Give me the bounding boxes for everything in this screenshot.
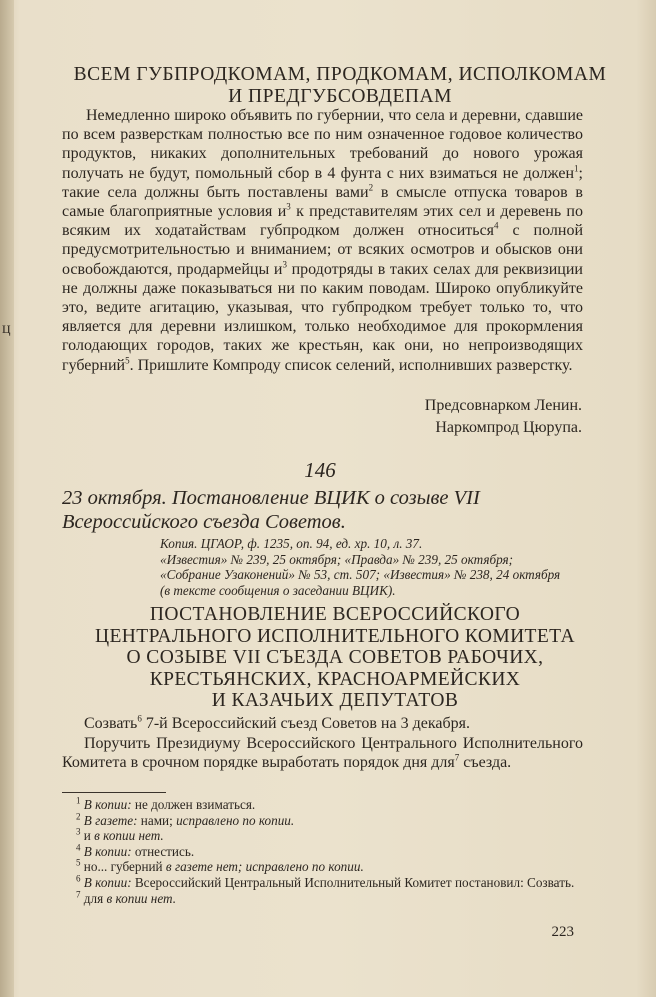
resolution-body	[62, 714, 583, 773]
footnote	[62, 828, 583, 844]
source-line: (в тексте сообщения о заседании ВЦИК).	[160, 582, 396, 598]
footnote	[62, 813, 583, 829]
source-line: «Известия» № 239, 25 октября; «Правда» № 239, 25 октября;	[160, 551, 514, 567]
footnote-text: нами;	[137, 812, 177, 828]
source-line: Копия. ЦГАОР, ф. 1235, оп. 94, ед. хр. 10, л. 37.	[160, 536, 423, 551]
footnote-italic: в копии нет.	[94, 828, 164, 844]
document-number: 146	[304, 458, 336, 482]
resolution-paragraph	[62, 714, 583, 734]
footnote	[62, 875, 583, 891]
footnote	[62, 891, 583, 907]
footnote-ref: 5	[125, 355, 130, 366]
page-number: 223	[551, 924, 574, 940]
text-run: . Пришлите Компроду список селений, исполнивших разверстку.	[129, 356, 573, 374]
text-run: к представителям этих сел и деревень по всяким их ходатайствам губпродком должен относиться	[62, 203, 583, 240]
heading-line: ПОСТАНОВЛЕНИЕ ВСЕРОССИЙСКОГО	[149, 604, 521, 625]
signature-tsyurupa: Наркомпрод Цюрупа.	[435, 419, 582, 436]
telegram-paragraph	[62, 106, 583, 375]
footnote-number: 6	[76, 873, 81, 884]
footnote-number: 1	[76, 795, 81, 806]
footnote-italic: В газете:	[83, 812, 138, 828]
text-run: с полной предусмотрительностью и вниманием; от всяких осмотров и обысков они освобождаются, продармейцы и	[62, 222, 584, 278]
footnote-italic: в копии нет.	[106, 890, 177, 906]
margin-mark: ц	[2, 320, 11, 337]
footnote-ref: 4	[494, 220, 499, 231]
footnote-text: и	[83, 828, 95, 844]
text-run: 7-й Всероссийский съезд Советов на 3 декабря.	[141, 715, 470, 732]
text-run: Немедленно широко объявить по губернии, что села и деревни, сдавшие по всем разверсткам полностью все по ним означенное годовое количество продуктов, никаких дополнительных требований до нового урожая получать не будут, помольный сбор в 4 фунта с них взиматься не должен	[62, 107, 583, 182]
signature-lenin: Предсовнарком Ленин.	[424, 397, 582, 414]
heading-line: И ПРЕДГУБСОВДЕПАМ	[228, 86, 452, 107]
source-citation	[160, 536, 584, 598]
page-gutter	[0, 0, 14, 997]
heading-line: КРЕСТЬЯНСКИХ, КРАСНОАРМЕЙСКИХ	[149, 668, 521, 690]
text-run: съезда.	[459, 754, 512, 771]
footnote-number: 2	[76, 811, 81, 822]
footnote	[62, 859, 583, 875]
footnote-number: 7	[76, 889, 81, 900]
footnote-text: но... губерний	[83, 859, 166, 875]
footnote-ref: 2	[368, 182, 374, 193]
footnote-text: не должен взиматься.	[131, 797, 256, 812]
footnote-divider	[62, 792, 166, 793]
footnote-ref: 7	[454, 752, 460, 763]
text-run: в смысле отпуска товаров в самые благоприятные условия и	[62, 183, 583, 221]
footnote-ref: 6	[137, 713, 142, 724]
footnote-ref: 3	[282, 259, 287, 270]
text-run: продотряды в таких селах для реквизиции не должны даже показываться ни по каким поводам. Широко опубликуйте это, ведите агитацию, указывая, что губпродком требует только то, что является для деревни излишком, только необходимое для прокормления голодающих городов, таких же крестьян, как они, но непроизводящих губерний	[62, 260, 583, 374]
footnote-number: 4	[76, 842, 81, 853]
source-line: «Собрание Узаконений» № 53, ст. 507; «Известия» № 238, 24 октября	[160, 567, 561, 582]
footnote-number: 3	[76, 826, 81, 837]
footnote-ref: 3	[286, 201, 291, 212]
text-run: Поручить Президиуму Всероссийского Центрального Исполнительного Комитета в срочном порядке выработать порядок дня для	[62, 734, 583, 771]
footnote-text: отнестись.	[131, 843, 195, 859]
footnote	[62, 797, 583, 813]
text-run: Созвать	[84, 715, 138, 732]
footnote-italic: исправлено по копии.	[176, 812, 295, 828]
footnote	[62, 844, 583, 860]
heading-line: ЦЕНТРАЛЬНОГО ИСПОЛНИТЕЛЬНОГО КОМИТЕТА	[95, 625, 575, 647]
document-title: 23 октября. Постановление ВЦИК о созыве VII Всероссийского съезда Советов.	[62, 487, 480, 533]
footnote-italic: В копии:	[83, 843, 132, 859]
footnote-italic: в газете нет; исправлено по копии.	[165, 859, 364, 875]
footnote-italic: В копии:	[83, 874, 132, 890]
footnotes	[62, 797, 583, 906]
resolution-paragraph	[62, 734, 583, 773]
footnote-text: Всероссийский Центральный Исполнительный Комитет постановил: Созвать.	[131, 874, 575, 890]
heading-line: И КАЗАЧЬИХ ДЕПУТАТОВ	[211, 690, 459, 711]
heading-line: ВСЕМ ГУБПРОДКОМАМ, ПРОДКОМАМ, ИСПОЛКОМАМ	[73, 64, 607, 85]
footnote-ref: 1	[574, 163, 579, 174]
telegram-heading	[60, 64, 620, 108]
footnote-italic: В копии:	[83, 797, 132, 812]
text-run: ; такие села должны быть поставлены вами	[62, 164, 583, 201]
footnote-number: 5	[76, 857, 81, 868]
heading-line: О СОЗЫВЕ VII СЪЕЗДА СОВЕТОВ РАБОЧИХ,	[126, 647, 544, 668]
footnote-text: для	[83, 890, 107, 906]
resolution-heading	[60, 604, 610, 712]
telegram-body	[62, 106, 583, 375]
